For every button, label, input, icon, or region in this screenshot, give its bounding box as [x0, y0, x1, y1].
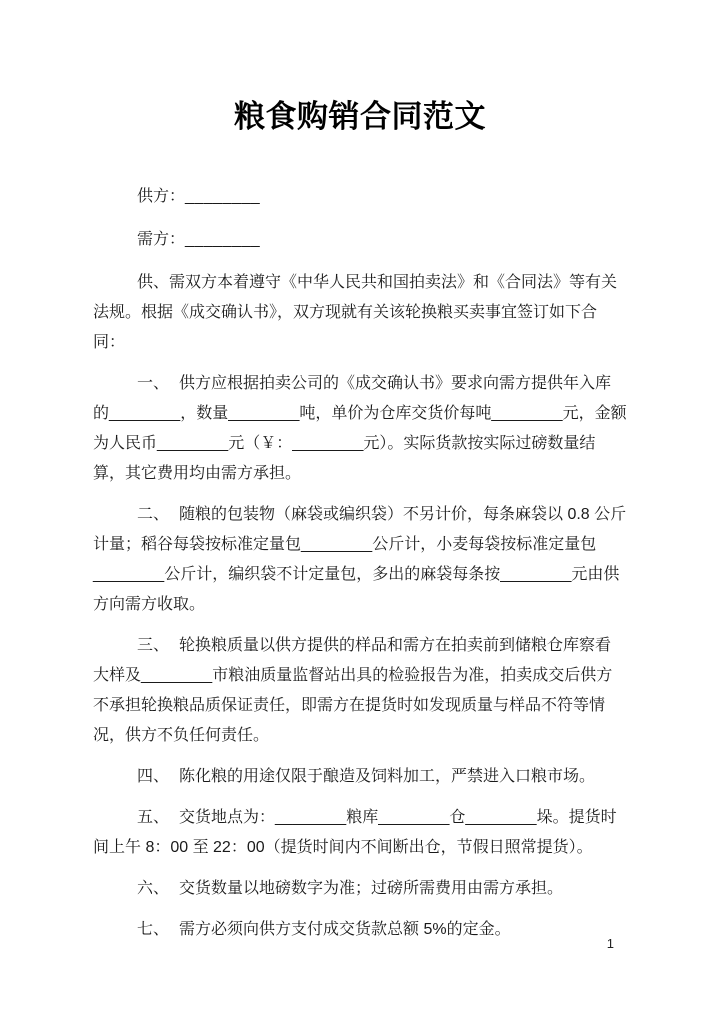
clause-2	[93, 500, 627, 620]
supplier-label: 供方：	[137, 188, 186, 205]
intro-paragraph: 供、需双方本着遵守《中华人民共和国拍卖法》和《合同法》等有关法规。根据《成交确认书》，双方现就有关该轮换粮买卖事宜签订如下合同：	[93, 274, 618, 351]
clause-4-text: 陈化粮的用途仅限于酿造及饲料加工，严禁进入口粮市场。	[179, 768, 596, 785]
clause-4	[93, 762, 627, 792]
clause-6-number: 六、	[137, 880, 170, 897]
clause-1-number: 一、	[137, 375, 170, 392]
clause-7-text: 需方必须向供方支付成交货款总额 5%的定金。	[179, 921, 511, 938]
clause-5-text: 交货地点为：________粮库________仓________垛。提货时间上午 8：00 至 22：00（提货时间内不间断出仓，节假日照常提货）。	[93, 809, 617, 856]
page-number: 1	[606, 936, 614, 951]
clause-6-text: 交货数量以地磅数字为准；过磅所需费用由需方承担。	[179, 880, 564, 897]
document-title: 粮食购销合同范文	[234, 99, 486, 134]
party-line-buyer	[93, 225, 627, 255]
buyer-blank: ________	[185, 231, 261, 248]
buyer-label: 需方：	[137, 231, 186, 248]
clause-3	[93, 631, 627, 751]
clause-2-number: 二、	[137, 506, 170, 523]
clause-3-text: 轮换粮质量以供方提供的样品和需方在拍卖前到储粮仓库察看大样及________市粮油质量监督站出具的检验报告为准，拍卖成交后供方不承担轮换粮品质保证责任，即需方在提货时如发现质量与样品不符等情况，供方不负任何责任。	[93, 637, 613, 744]
clause-1	[93, 369, 627, 489]
clause-2-text: 随粮的包装物（麻袋或编织袋）不另计价，每条麻袋以 0.8 公斤计量；稻谷每袋按标准定量包________公斤计，小麦每袋按标准定量包________公斤计，编织袋不计定量包，多出的麻袋每条按________元由供方向需方收取。	[93, 506, 627, 613]
clause-3-number: 三、	[137, 637, 170, 654]
clause-7-number: 七、	[137, 921, 170, 938]
clause-5-number: 五、	[137, 809, 170, 826]
clause-5	[93, 803, 627, 863]
party-line-supplier	[93, 182, 627, 212]
supplier-blank: ________	[185, 188, 261, 205]
clause-1-text: 供方应根据拍卖公司的《成交确认书》要求向需方提供年入库的________，数量________吨，单价为仓库交货价每吨________元，金额为人民币________元（￥：________元）。实际货款按实际过磅数量结算，其它费用均由需方承担。	[93, 375, 627, 482]
clause-4-number: 四、	[137, 768, 170, 785]
clause-6	[93, 874, 627, 904]
